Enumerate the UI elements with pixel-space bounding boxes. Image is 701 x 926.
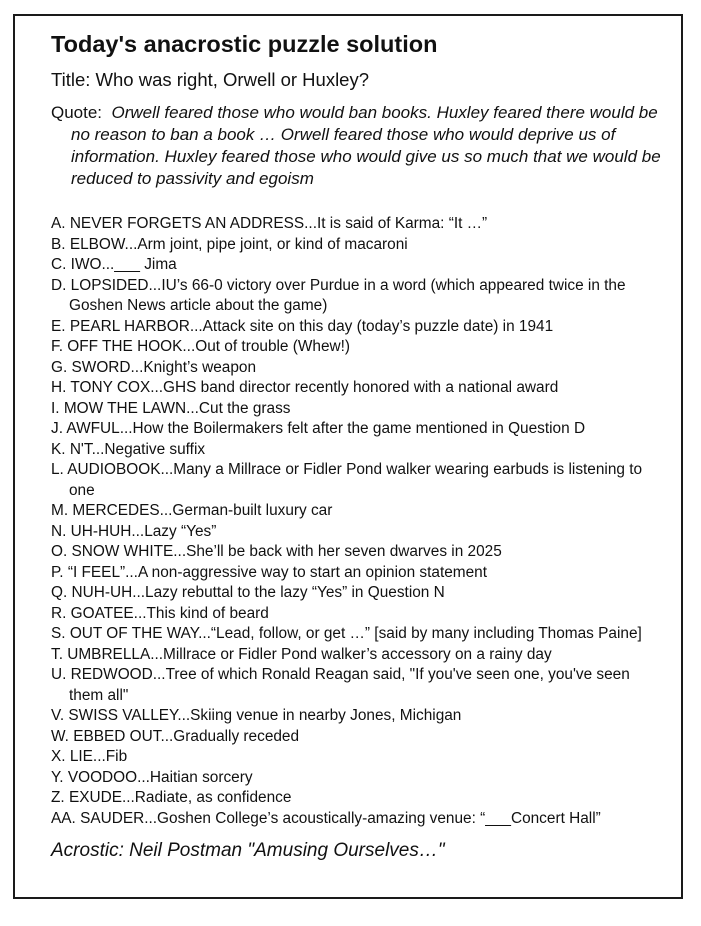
clue-item: K. N'T...Negative suffix [51,440,206,458]
clue-item: N. UH-HUH...Lazy “Yes” [51,522,217,540]
clue-item: X. LIE...Fib [51,748,128,765]
clue-item: B. ELBOW...Arm joint, pipe joint, or kind of macaroni [51,235,408,253]
card-content [51,29,661,864]
clue-item: J. AWFUL...How the Boilermakers felt after the game mentioned in Question D [51,420,586,437]
acrostic-answer: Acrostic: Neil Postman "Amusing Ourselves…" [51,840,445,861]
clue-item: E. PEARL HARBOR...Attack site on this day (today’s puzzle date) in 1941 [51,317,554,335]
puzzle-solution-card [13,14,683,899]
clue-item: V. SWISS VALLEY...Skiing venue in nearby Jones, Michigan [51,707,462,724]
clue-item: T. UMBRELLA...Millrace or Fidler Pond walker’s accessory on a rainy day [51,645,552,663]
clue-item: C. IWO...___ Jima [51,256,177,273]
clue-item: U. REDWOOD...Tree of which Ronald Reagan said, "If you've seen one, you've seen them all" [51,666,630,704]
clue-item: I. MOW THE LAWN...Cut the grass [51,399,291,417]
clue-item: W. EBBED OUT...Gradually receded [51,727,300,745]
quote-block [51,102,661,190]
clue-item: Z. EXUDE...Radiate, as confidence [51,789,292,806]
puzzle-title: Title: Who was right, Orwell or Huxley? [51,69,370,90]
clue-list [51,214,661,829]
clue-item: G. SWORD...Knight’s weapon [51,358,257,376]
clue-item: P. “I FEEL”...A non-aggressive way to start an opinion statement [51,563,488,581]
quote-label: Quote: [51,103,103,122]
clue-item: H. TONY COX...GHS band director recently honored with a national award [51,379,559,396]
clue-item: Y. VOODOO...Haitian sorcery [51,768,253,786]
page-title: Today's anacrostic puzzle solution [51,31,438,57]
clue-item: S. OUT OF THE WAY...“Lead, follow, or get …” [said by many including Thomas Paine] [51,625,642,642]
quote-text: Orwell feared those who would ban books. Huxley feared there would be no reason to ban a book … Orwell feared those who would deprive us of information. Huxley feared those who would give us so much that we would be reduced to passivity and egoism [71,103,661,188]
clue-item: R. GOATEE...This kind of beard [51,604,269,622]
clue-item: A. NEVER FORGETS AN ADDRESS...It is said of Karma: “It …” [51,215,488,232]
clue-item: L. AUDIOBOOK...Many a Millrace or Fidler Pond walker wearing earbuds is listening to one [51,461,643,499]
clue-item: M. MERCEDES...German-built luxury car [51,502,333,519]
clue-item: O. SNOW WHITE...She’ll be back with her seven dwarves in 2025 [51,543,502,560]
clue-item: F. OFF THE HOOK...Out of trouble (Whew!) [51,338,351,355]
clue-item: AA. SAUDER...Goshen College’s acoustically-amazing venue: “___Concert Hall” [51,809,601,827]
clue-item: Q. NUH-UH...Lazy rebuttal to the lazy “Yes” in Question N [51,584,445,601]
clue-item: D. LOPSIDED...IU’s 66-0 victory over Purdue in a word (which appeared twice in the Goshen News article about the game) [51,276,626,314]
